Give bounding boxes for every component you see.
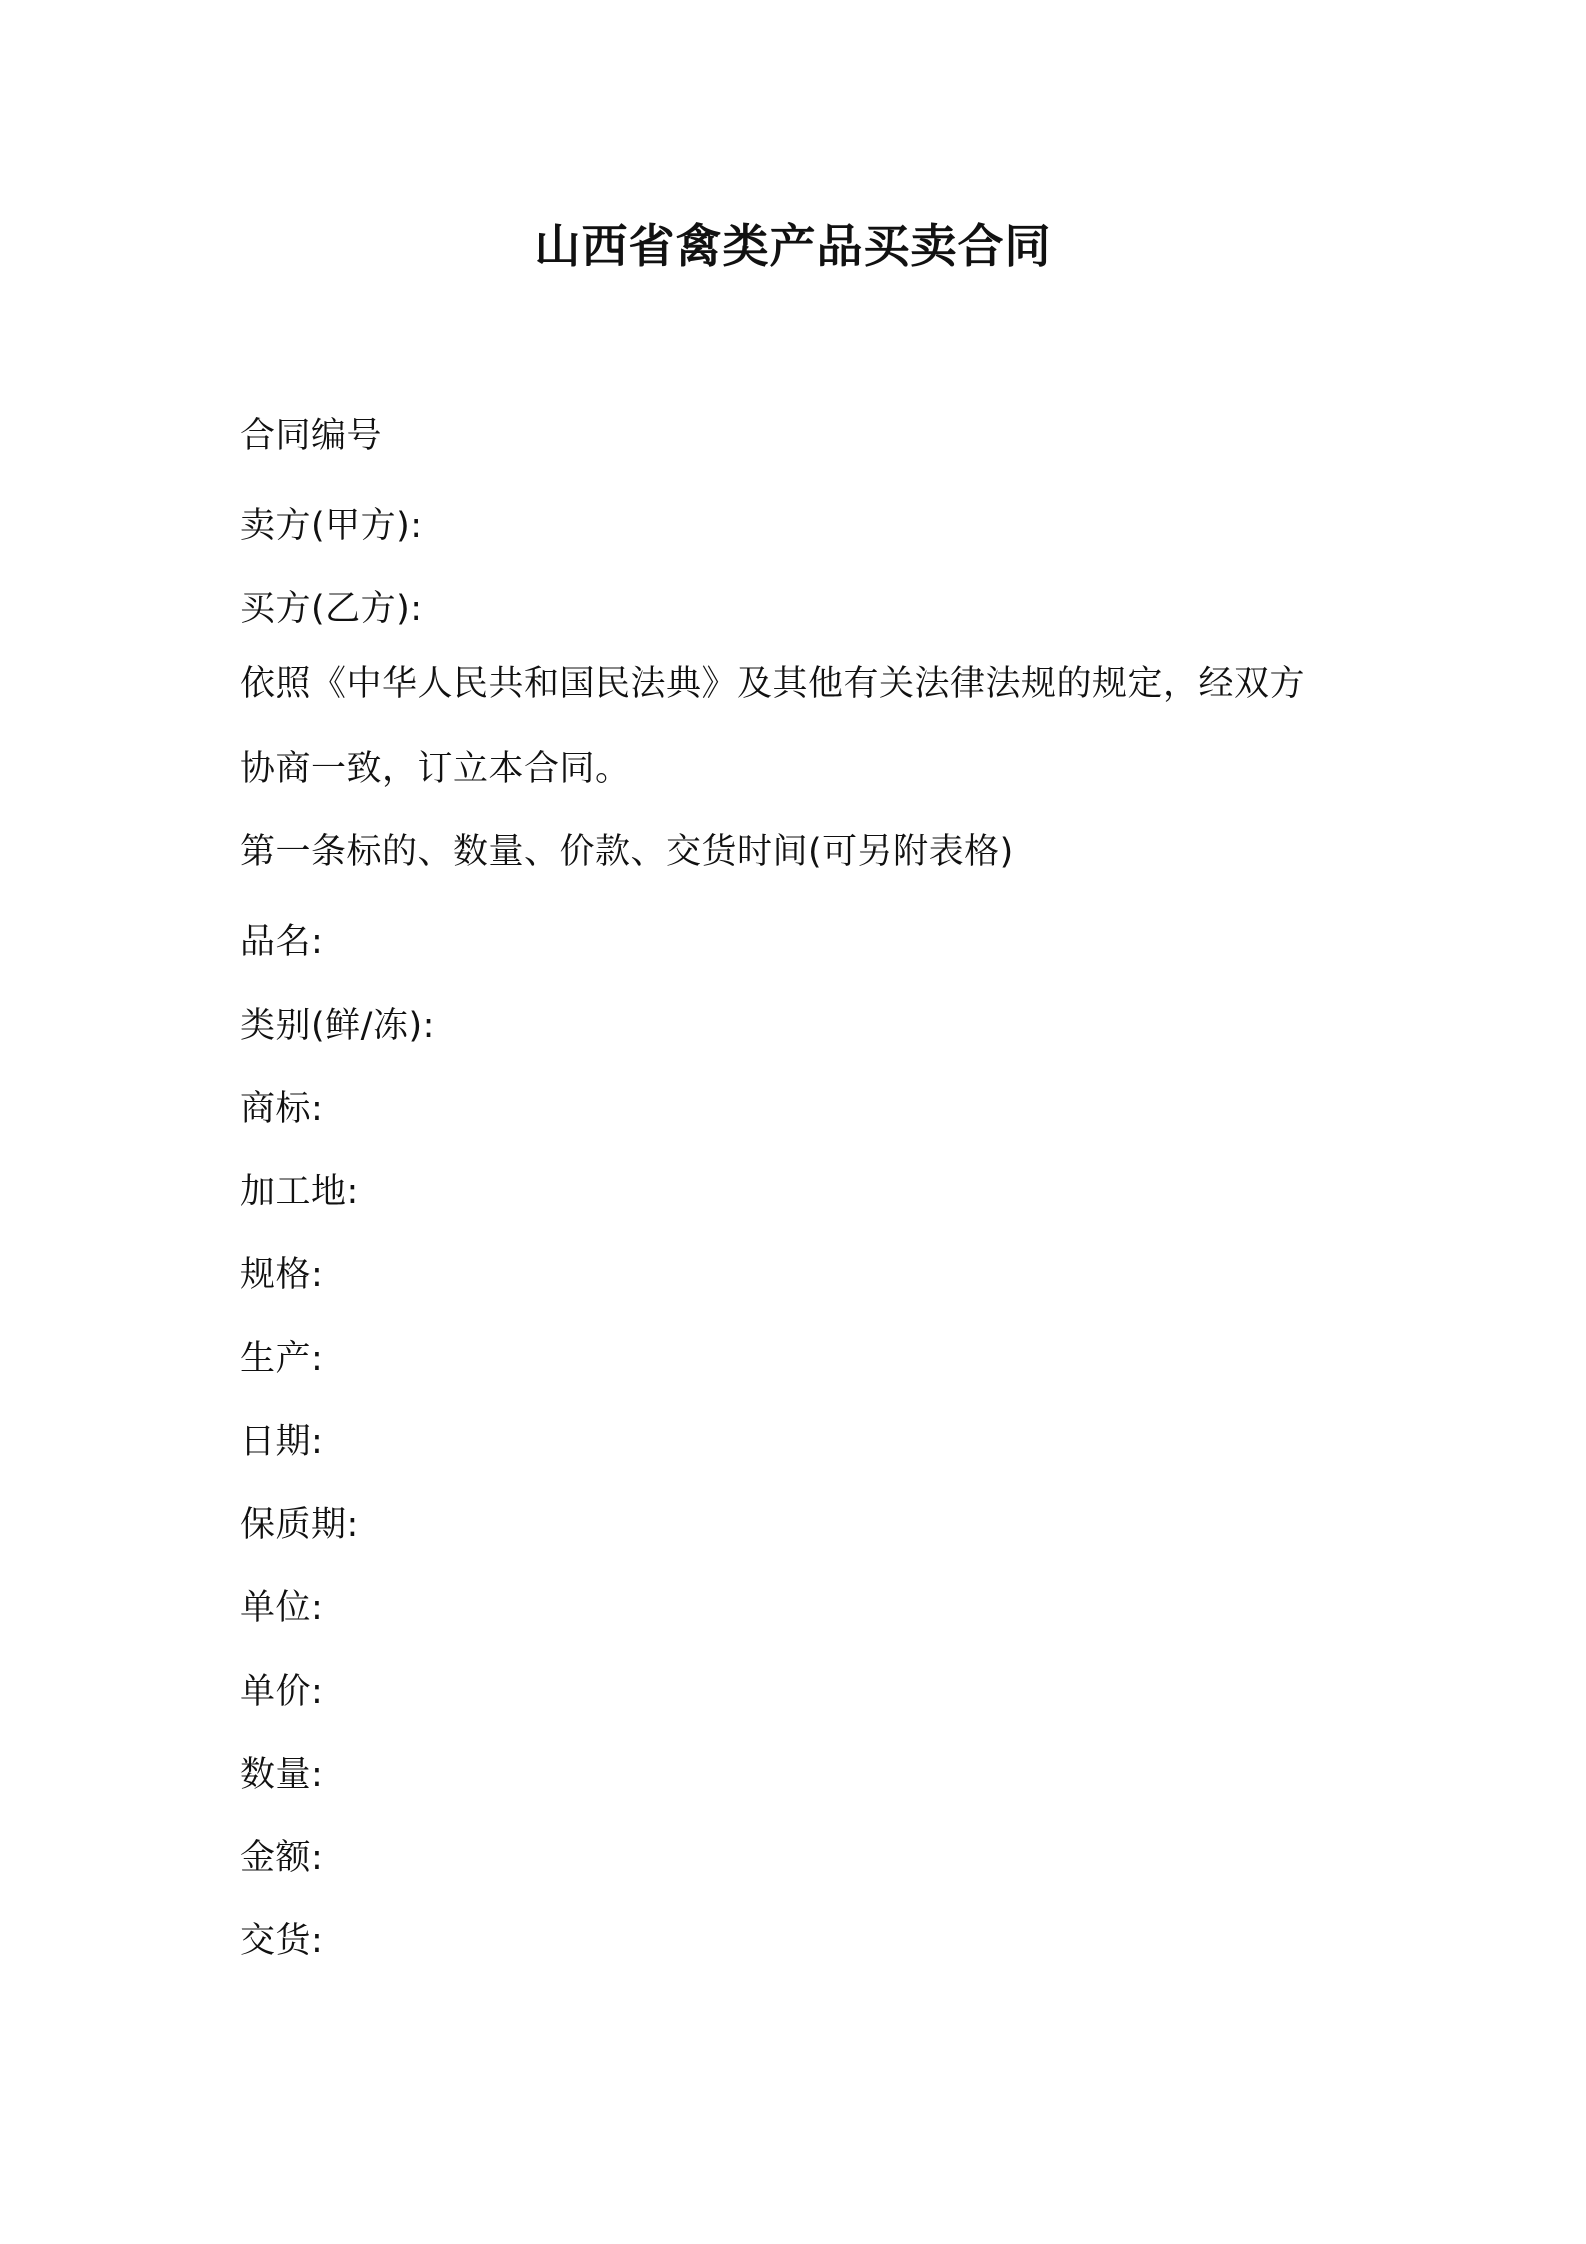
field-category: 类别(鲜/冻): xyxy=(240,1006,435,1046)
field-processing-place: 加工地: xyxy=(240,1172,359,1212)
seller-label: 卖方(甲方): xyxy=(240,506,423,546)
field-product-name: 品名: xyxy=(240,922,324,962)
contract-number-label: 合同编号 xyxy=(240,416,383,456)
field-unit-price: 单价: xyxy=(240,1672,324,1712)
field-shelf-life: 保质期: xyxy=(240,1505,359,1545)
preamble-line-1: 依照《中华人民共和国民法典》及其他有关法律法规的规定，经双方 xyxy=(240,664,1306,704)
field-production: 生产: xyxy=(240,1339,324,1379)
preamble-line-2: 协商一致，订立本合同。 xyxy=(240,749,631,789)
buyer-label: 买方(乙方): xyxy=(240,589,423,629)
field-trademark: 商标: xyxy=(240,1089,324,1129)
field-quantity: 数量: xyxy=(240,1755,324,1795)
field-date: 日期: xyxy=(240,1422,324,1462)
field-delivery: 交货: xyxy=(240,1921,324,1961)
document-title: 山西省禽类产品买卖合同 xyxy=(534,219,1052,273)
article-1-heading: 第一条标的、数量、价款、交货时间(可另附表格) xyxy=(240,832,1014,872)
field-amount: 金额: xyxy=(240,1838,324,1878)
field-unit: 单位: xyxy=(240,1588,324,1628)
field-specification: 规格: xyxy=(240,1255,324,1295)
